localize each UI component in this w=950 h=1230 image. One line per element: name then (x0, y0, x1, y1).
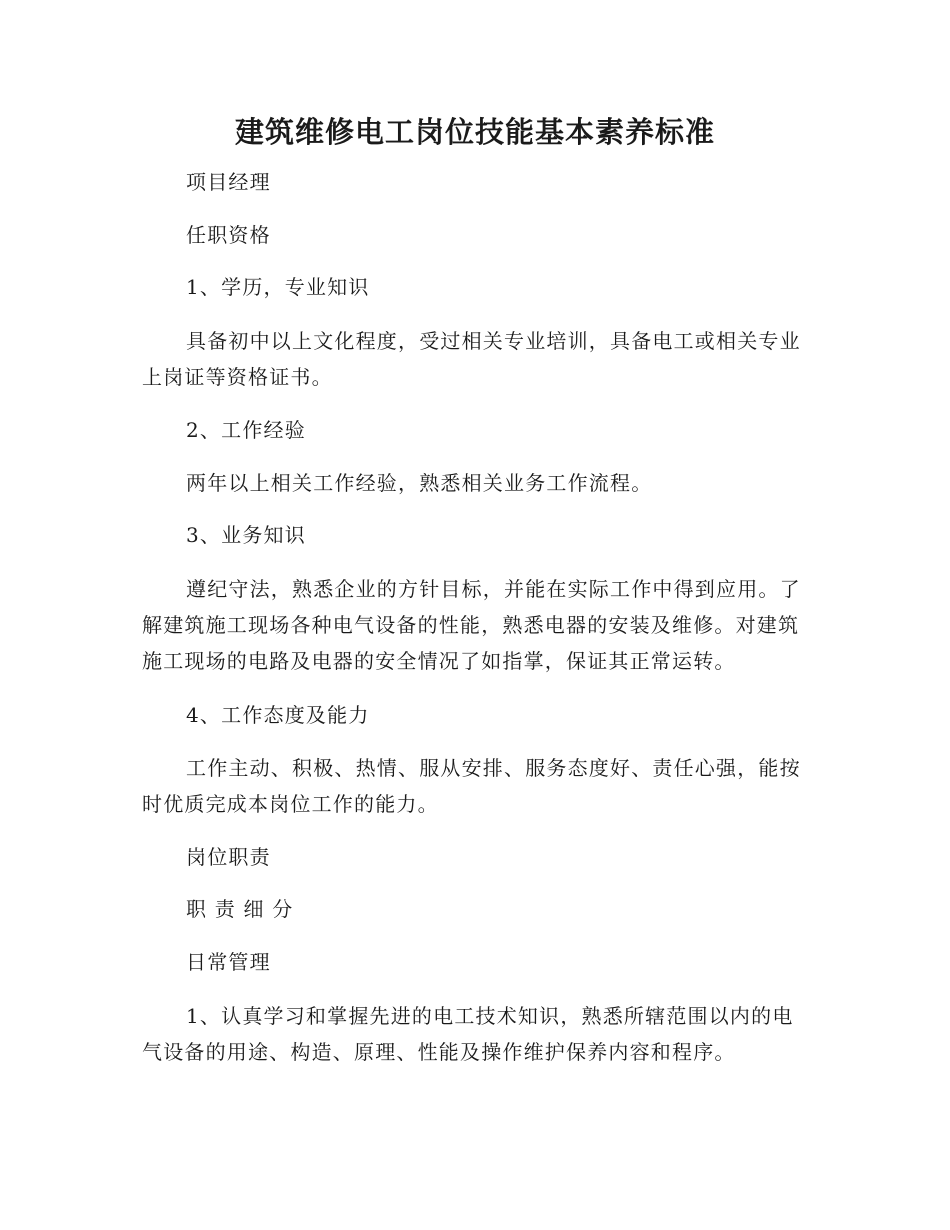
document-title: 建筑维修电工岗位技能基本素养标准 (234, 115, 715, 149)
heading-experience: 2、工作经验 (186, 418, 306, 442)
paragraph-daily-management-1: 1、认真学习和掌握先进的电工技术知识，熟悉所辖范围以内的电气设备的用途、构造、原理、性能及操作维护保养内容和程序。 (142, 1004, 794, 1064)
heading-business-knowledge: 3、业务知识 (186, 523, 306, 547)
heading-duty-breakdown: 职 责 细 分 (186, 897, 294, 921)
heading-attitude-ability: 4、工作态度及能力 (186, 703, 370, 727)
paragraph-experience: 两年以上相关工作经验，熟悉相关业务工作流程。 (186, 471, 653, 495)
heading-daily-management: 日常管理 (186, 950, 271, 974)
heading-education: 1、学历，专业知识 (186, 275, 370, 299)
paragraph-attitude-ability: 工作主动、积极、热情、服从安排、服务态度好、责任心强，能按时优质完成本岗位工作的能力。 (142, 756, 801, 816)
paragraph-education: 具备初中以上文化程度，受过相关专业培训，具备电工或相关专业上岗证等资格证书。 (142, 329, 801, 389)
heading-project-manager: 项目经理 (186, 170, 271, 194)
heading-qualifications: 任职资格 (186, 223, 271, 247)
heading-job-duties: 岗位职责 (186, 845, 271, 869)
paragraph-business-knowledge: 遵纪守法，熟悉企业的方针目标，并能在实际工作中得到应用。了解建筑施工现场各种电气设备的性能，熟悉电器的安装及维修。对建筑施工现场的电路及电器的安全情况了如指掌，保证其正常运转。 (142, 577, 801, 673)
